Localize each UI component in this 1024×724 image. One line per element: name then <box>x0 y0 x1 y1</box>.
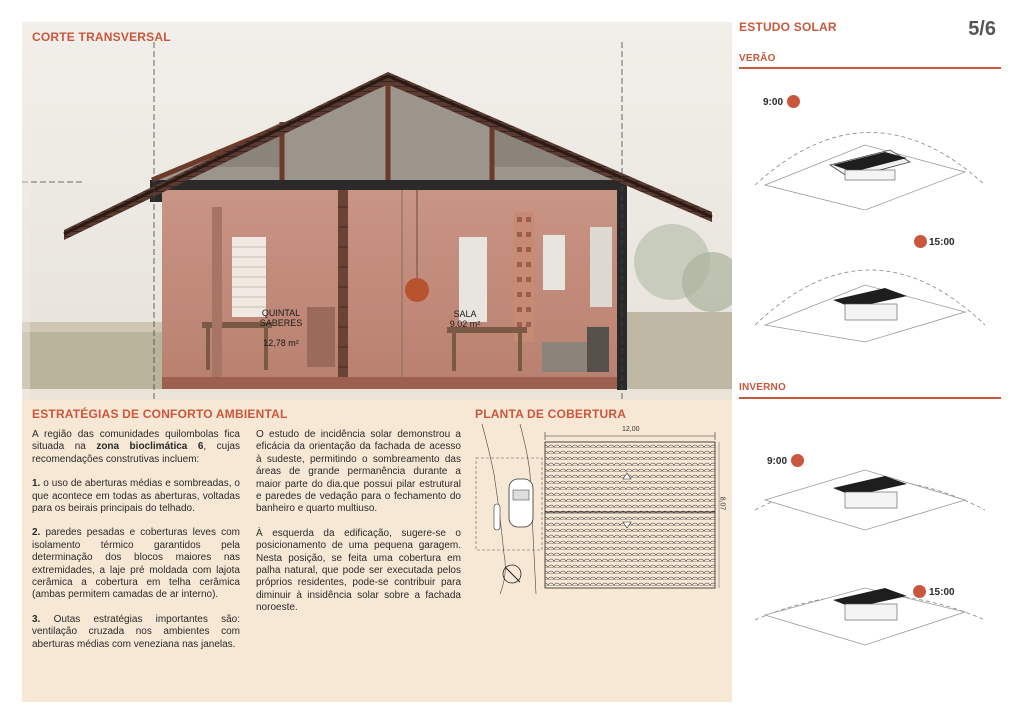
roof-plan-title: PLANTA DE COBERTURA <box>475 407 627 421</box>
winter-afternoon-diagram <box>745 570 995 650</box>
room-label-sala <box>440 309 490 329</box>
winter-label: INVERNO <box>739 382 786 393</box>
page-number: 5/6 <box>968 18 996 40</box>
strategies-column-1 <box>32 429 240 663</box>
cross-section-drawing <box>22 22 732 400</box>
strategies-column-2 <box>256 429 461 627</box>
strategy-item-1: 1. o uso de aberturas médias e sombreadas, o que acontece em todas as aberturas, voltadas para os beirais principais do telhado. <box>32 478 240 515</box>
sun-winter-0900 <box>791 454 804 467</box>
winter-divider <box>739 397 1001 399</box>
time-winter-1500: 15:00 <box>929 587 955 598</box>
garage-paragraph: À esquerda da edificação, sugere-se o posicionamento de uma pequena garagem. Nesta posição, se feita uma cobertura em palha natural, que pode ser executada pelos próprios residentes, pode-se contribuir para diminuir à insidência solar sobre a fachada noroeste. <box>256 527 461 614</box>
summer-divider <box>739 67 1001 69</box>
strategy-item-2: 2. paredes pesadas e coberturas leves com isolamento térmico garantidos pela determinação dos blocos maiores nas extremidades, a laje pré moldada com lajota cerâmica a cobertura em telha cerâmica (ambas permitem camadas de ar interno). <box>32 527 240 601</box>
strategy-item-3: 3. Outas estratégias importantes são: ventilação cruzada nos ambientes com aberturas médias com veneziana nas janelas. <box>32 613 240 650</box>
sun-summer-1500 <box>914 235 927 248</box>
room-area-quintal: 12,78 m² <box>263 338 299 348</box>
roof-width-dimension: 12,00 <box>622 426 640 433</box>
time-summer-0900: 9:00 <box>763 97 784 108</box>
solar-incidence-paragraph: O estudo de incidência solar demonstrou a eficácia da orientação da fachada de acesso à sudeste, permitindo o sombreamento das áreas de grande permanência durante a maior parte do dia.que possui pilar estrutural e paredes de vedação para o fechamento do banheiro e quarto multiuso. <box>256 429 461 515</box>
sun-winter-1500 <box>913 585 926 598</box>
time-summer-1500: 15:00 <box>929 237 955 248</box>
strategies-title: ESTRATÉGIAS DE CONFORTO AMBIENTAL <box>32 407 288 421</box>
cross-section-image <box>22 22 732 400</box>
room-name-quintal: QUINTAL SABERES <box>259 308 303 328</box>
sun-summer-0900 <box>787 95 800 108</box>
time-winter-0900: 9:00 <box>767 456 788 467</box>
room-name-sala: SALA <box>453 309 477 319</box>
room-area-sala: 9,02 m² <box>449 319 481 329</box>
solar-study-title: ESTUDO SOLAR <box>739 20 837 34</box>
section-title: CORTE TRANSVERSAL <box>32 30 171 44</box>
room-label-quintal <box>246 298 316 348</box>
strategies-intro: A região das comunidades quilombolas fica situada na zona bioclimática 6, cujas recomendações construtivas incluem: <box>32 429 240 465</box>
summer-afternoon-diagram <box>745 230 995 345</box>
summer-label: VERÃO <box>739 53 776 64</box>
summer-morning-diagram <box>745 90 995 210</box>
roof-plan-drawing <box>470 424 720 594</box>
roof-depth-dimension: 8,07 <box>718 496 726 511</box>
